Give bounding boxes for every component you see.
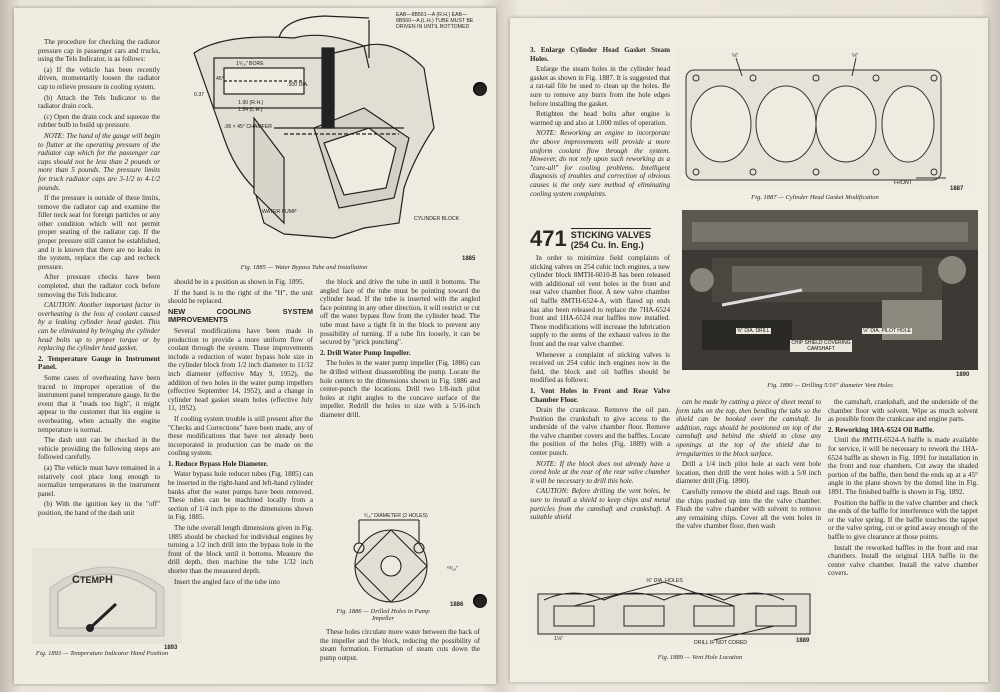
photo-label-drill: ⅝" DIA. DRILL bbox=[737, 328, 770, 334]
bore-label: 1⁵⁄₁₆" BORE bbox=[236, 61, 264, 67]
paragraph: If the hand is to the right of the "H", the unit should be replaced. bbox=[168, 288, 313, 306]
water-pump-label: WATER PUMP bbox=[262, 209, 297, 215]
paragraph: If the pressure is outside of these limits, remove the radiator cap and examine the filler neck seat for foreign particles or any other condition which will not permit proper seating of the radiator cap. If the proper pressure still cannot be established, and it is known that there are no leaks in the system, replace the cap and recheck pressure. bbox=[38, 194, 160, 271]
fig-1890-caption: Fig. 1890 — Drilling 5/16" diameter Vent Holes bbox=[767, 382, 893, 389]
left-column-1 bbox=[38, 38, 160, 519]
gauge-c-label: C bbox=[72, 574, 80, 586]
gauge-temp-label: TEMP bbox=[79, 575, 105, 585]
left-column-2 bbox=[168, 278, 313, 588]
impeller-figure bbox=[319, 508, 479, 608]
fig-1886-number: 1886 bbox=[450, 602, 464, 608]
paragraph: CAUTION: Before drilling the vent holes, be sure to install a shield to keep chips and metal particles from the camshaft and crankshaft. A suitable shield bbox=[530, 487, 670, 522]
fig-1890-number: 1890 bbox=[956, 372, 970, 378]
paragraph: (b) With the ignition key in the "off" position, the hand of the dash unit bbox=[38, 500, 160, 517]
paragraph: The holes in the water pump impeller (Fig. 1886) can be drilled without disassembling the pump. Locate the hole centers to the dimensions shown in Fig. 1886 and center-punch the locations. Drill two 1/8-inch pilot holes at right angles to the concave surface of the impeller. Redrill the holes to size with a 5/16-inch diameter drill. bbox=[320, 359, 480, 419]
paragraph: In order to minimize field complaints of sticking valves on 254 cubic inch engines, a new cylinder block 8MTH-6010-B has been released with additional oil vent holes in the front and rear valve chamber floor. A new valve chamber oil baffle 8MTH-6524-A, with flared up ends has also been released to replace the 7HA-6524 front and 1HA-6524 rear baffles now installed. These modifications will increase the lubrication supply to the stems of the exhaust valves in the front and the rear valve chamber. bbox=[530, 254, 670, 348]
paragraph: (b) Attach the Tels Indicator to the radiator drain cock. bbox=[38, 93, 160, 111]
paragraph: Drain the crankcase. Remove the oil pan. Position the crankshaft to give access to the underside of the valve chamber floor. Remove the valve chamber covers and the baffles. Locate the position of the holes (Fig. 1889) with a center punch. bbox=[530, 406, 670, 458]
dim-lh-label: 1.54 (L.H.) bbox=[238, 107, 263, 113]
vent-hole-figure bbox=[534, 576, 816, 646]
small-dim-label: 0.37 bbox=[194, 92, 205, 98]
fig-1885-caption: Fig. 1885 — Water Bypass Tube and Installation bbox=[240, 264, 368, 271]
right-column-1 bbox=[530, 44, 670, 200]
fig-1887-caption: Fig. 1887 — Cylinder Head Gasket Modification bbox=[751, 194, 879, 201]
impeller-side-label: ⁶⁹⁄₁₆" bbox=[447, 566, 458, 572]
gasket-dim-label-2: ⅛" bbox=[852, 53, 859, 59]
vent-dim-label: 1⅛" bbox=[554, 636, 564, 642]
section-heading: 2. Reworking 1HA-6524 Oil Baffle. bbox=[828, 425, 935, 434]
drilling-photo bbox=[682, 210, 978, 370]
fig-1885-number: 1885 bbox=[462, 256, 476, 262]
fig-1893-caption: Fig. 1893 — Temperature Indicator Hand Position bbox=[35, 650, 169, 657]
vent-hole-diagram bbox=[534, 576, 816, 646]
paragraph: the camshaft, crankshaft, and the underside of the chamber floor with solvent. Wipe as much solvent as possible from the crankcase and engine parts. bbox=[828, 398, 978, 424]
paragraph: Some cases of overheating have been traced to improper operation of the instrument panel temperature gauge. In the event that it "reads too high", it might appear to the customer that his engine is overheating, when actually the engine temperature is normal. bbox=[38, 373, 160, 434]
paragraph: Install the reworked baffles in the front and rear chambers. Install the original 1HA baffle in the center valve chamber. Install the valve chamber covers. bbox=[828, 543, 978, 578]
drill-if-not-cored-label: DRILL IF NOT CORED bbox=[694, 640, 748, 646]
paragraph: Retighten the head bolts after engine is warmed up and also at 1,000 miles of operation. bbox=[530, 110, 670, 127]
left-column-3-bottom bbox=[320, 628, 480, 664]
section-heading: 2. Temperature Gauge in Instrument Panel. bbox=[38, 354, 160, 372]
temperature-gauge-figure bbox=[32, 548, 182, 644]
paragraph: can be made by cutting a piece of sheet metal to form tabs on the top, then bending the tabs so the shield can be hooked over the camshaft. In addition, rags should be positioned on top of the camshaft and behind the shield to close any openings at the top of the shield due to irregularities in the block surface. bbox=[676, 398, 821, 458]
gasket-diagram bbox=[676, 48, 974, 188]
binder-hole-3 bbox=[473, 594, 487, 608]
section-heading: 1. Vent Holes in Front and Rear Valve Chamber Floor. bbox=[530, 386, 670, 404]
paragraph: Carefully remove the shield and rags. Brush out the chips pushed up into the the valve chamber. Flush the valve chamber with solvent to remove any remaining chips. Cover all the vent holes in the valve chamber floor, then wash bbox=[676, 487, 821, 531]
dim-rh-label: 1.90 (R.H.) bbox=[238, 100, 264, 106]
front-label: FRONT bbox=[894, 180, 912, 186]
temperature-gauge-icon bbox=[32, 548, 182, 644]
photo-label-shield: CHIP SHIELD COVERING CAMSHAFT bbox=[791, 340, 851, 352]
impeller-holes-label: ⁵⁄₁₆" DIAMETER (2 HOLES) bbox=[364, 513, 428, 519]
cylinder-block-label: CYLINDER BLOCK bbox=[414, 216, 460, 222]
vent-holes-label: ⅝" DIA. HOLES bbox=[646, 578, 683, 584]
paragraph: Several modifications have been made in production to provide a more uniform flow of coolant through the system. These improvements include a reduction of water bypass hole size in the cylinder block from 1/2 inch diameter to 11/32 inch diameter (effective May 9, 1952), the addition of two holes in the water pump impellers (effective September 14, 1952), and a change in cylinder head gasket steam holes (effective July 11, 1952). bbox=[168, 326, 313, 413]
section-heading: NEW COOLING SYSTEM IMPROVEMENTS bbox=[168, 306, 313, 325]
fig-1886-caption: Fig. 1886 — Drilled Holes in Pump Impeller bbox=[336, 608, 430, 622]
section-title: STICKING VALVES bbox=[570, 230, 651, 240]
paragraph: If cooling system trouble is still present after the "Checks and Corrections" have been made, any of these modifications that have not already been incorporated in production can be made on the cooling system. bbox=[168, 414, 313, 458]
paragraph: The procedure for checking the radiator pressure cap in passenger cars and trucks, using the Tels Indicator, is as follows: bbox=[38, 38, 160, 64]
fig-1887-number: 1887 bbox=[950, 186, 964, 192]
dia-label: .500 DIA. bbox=[287, 82, 309, 88]
section-title-block bbox=[571, 228, 651, 250]
section-heading: 2. Drill Water Pump Impeller. bbox=[320, 348, 411, 357]
paragraph: NOTE: The hand of the gauge will begin to flutter at the operating pressure of the radiator cap which for the passenger car caps should not be less than 2 pounds or more than 5 pounds. The pressure limits for truck radiator caps are 3-1/2 to 4-1/2 pounds. bbox=[38, 131, 160, 192]
gauge-h-label: H bbox=[104, 574, 113, 586]
paragraph: (a) If the vehicle has been recently driven, momentarily loosen the radiator cap to relieve pressure in cooling system. bbox=[38, 65, 160, 91]
section-471-header bbox=[530, 226, 670, 252]
paragraph: NOTE: Reworking an engine to incorporate the above improvements will provide a more uniform coolant flow through the system. However, do not rely upon such reworking as a "cure-all" for cooling problems. Intelligent diagnosis of troubles and correction of obvious causes is the only sure method of eliminating cooling system complaints. bbox=[530, 129, 670, 198]
bypass-tube-diagram bbox=[164, 8, 484, 264]
callout-label: EAB—8B561—A (R.H.) EAB—8B560—A (L.H.) TUBE MUST BE DRIVEN IN UNTIL BOTTOMED bbox=[396, 12, 474, 30]
right-page bbox=[510, 18, 988, 682]
water-bypass-tube-figure bbox=[164, 8, 484, 264]
paragraph: NOTE: If the block does not already have a cored hole at the rear of the rear valve chamber it will be necessary to drill this hole. bbox=[530, 459, 670, 485]
paragraph: Until the 8MTH-6524-A baffle is made available for service, it will be necessary to rework the 1HA-6524 baffle as shown in Fig. 1891 for installation in the front and rear chambers. Cut away the shaded portion of the baffle, then bend the ends up at a 45° angle in the plane shown by the dotted line in Fig. 1891. The finished baffle is shown in Fig. 1892. bbox=[828, 436, 978, 496]
paragraph: should be in a position as shown in Fig. 1895. bbox=[174, 278, 305, 286]
paragraph: After pressure checks have been completed, shut the radiator cock before removing the Tels Indicator. bbox=[38, 273, 160, 299]
left-column-3 bbox=[320, 278, 480, 422]
fig-1893-number: 1893 bbox=[164, 645, 178, 651]
paragraph: These holes circulate more water between the back of the impeller and the block, reducing the possibility of steam formation. Formation of steam cuts down the pump output. bbox=[320, 628, 480, 662]
section-heading: 3. Enlarge Cylinder Head Gasket Steam Holes. bbox=[530, 46, 670, 63]
paragraph: Whenever a complaint of sticking valves is received on 254 cubic inch engines now in the field, the block and oil baffles should be modified as follows: bbox=[530, 350, 670, 385]
angle-label: 45° bbox=[216, 76, 224, 82]
fig-1889-caption: Fig. 1889 — Vent Hole Location bbox=[657, 654, 743, 661]
section-number: 471 bbox=[530, 226, 567, 251]
paragraph: The tube overall length dimensions given in Fig. 1885 should be checked for individual engines by turning a 1/2 inch drill into the bypass hole in the front of the block until it bottoms. Measure the drill depth, then machine the tube 1/32 inch shorter than the measured depth. bbox=[168, 524, 313, 575]
binder-hole-1 bbox=[473, 82, 487, 96]
paragraph: Drill a 1/4 inch pilot hole at each vent hole location, then drill the vent holes with a 5/8 inch diameter drill (Fig. 1890). bbox=[676, 460, 821, 486]
right-column-1b bbox=[530, 254, 670, 524]
paragraph: Water bypass hole reducer tubes (Fig. 1885) can be inserted in the right-hand and left-hand cylinder banks after the water pumps have been removed. These tubes can be machined locally from a section of 1/4 inch pipe to the dimensions shown in Fig. 1885. bbox=[168, 470, 313, 522]
paragraph: (c) Open the drain cock and squeeze the rubber bulb to build up pressure. bbox=[38, 112, 160, 130]
right-column-2 bbox=[676, 398, 821, 533]
fig-1889-number: 1889 bbox=[796, 638, 810, 644]
paragraph: Position the baffle in the valve chamber and check the ends of the baffle for interference with the tappet or the valve spring. If the baffle touches the tappet or the valve spring, cut or grind away enough of the baffle to give clearance at those points. bbox=[828, 498, 978, 541]
paragraph: Enlarge the steam holes in the cylinder head gasket as shown in Fig. 1887. It is suggested that a rat-tail file be used to clean up the holes. Be sure to remove any burrs from the hole edges before installing the gasket. bbox=[530, 65, 670, 108]
left-page bbox=[14, 8, 496, 684]
section-subtitle: (254 Cu. In. Eng.) bbox=[570, 240, 644, 250]
right-column-3 bbox=[828, 398, 978, 580]
chamfer-label: .06 × 45° CHAMFER bbox=[224, 124, 273, 130]
paragraph: (a) The vehicle must have remained in a relatively cool place long enough to normalize temperatures in the instrument panel. bbox=[38, 463, 160, 498]
paragraph: The dash unit can be checked in the vehicle providing the following steps are followed carefully. bbox=[38, 436, 160, 462]
photo-label-pilot: ⅛" DIA. PILOT HOLE bbox=[863, 328, 911, 334]
impeller-diagram bbox=[319, 508, 479, 608]
gasket-dim-label-1: ⅛" bbox=[732, 53, 739, 59]
paragraph: the block and drive the tube in until it bottoms. The angled face of the tube must be pointing toward the cylinder head. If the tube is inserted with the angled face pointing in any other direction, it will restrict or cut off the water bypass flow from the cylinder head. The tube must have a tight fit in the block to prevent any possibility of turning. If a tube fits loosely, it can be secured by "prick punching". bbox=[320, 278, 480, 347]
gasket-figure bbox=[676, 48, 974, 188]
paragraph: Insert the angled face of the tube into bbox=[174, 577, 280, 586]
section-heading: 1. Reduce Bypass Hole Diameter. bbox=[168, 459, 268, 468]
paragraph: CAUTION: Another important factor in overheating is the loss of coolant caused by a leaking cylinder head gasket. This can be eliminated by bringing the cylinder head bolts up to proper torque or by replacing the cylinder head gasket. bbox=[38, 301, 160, 353]
